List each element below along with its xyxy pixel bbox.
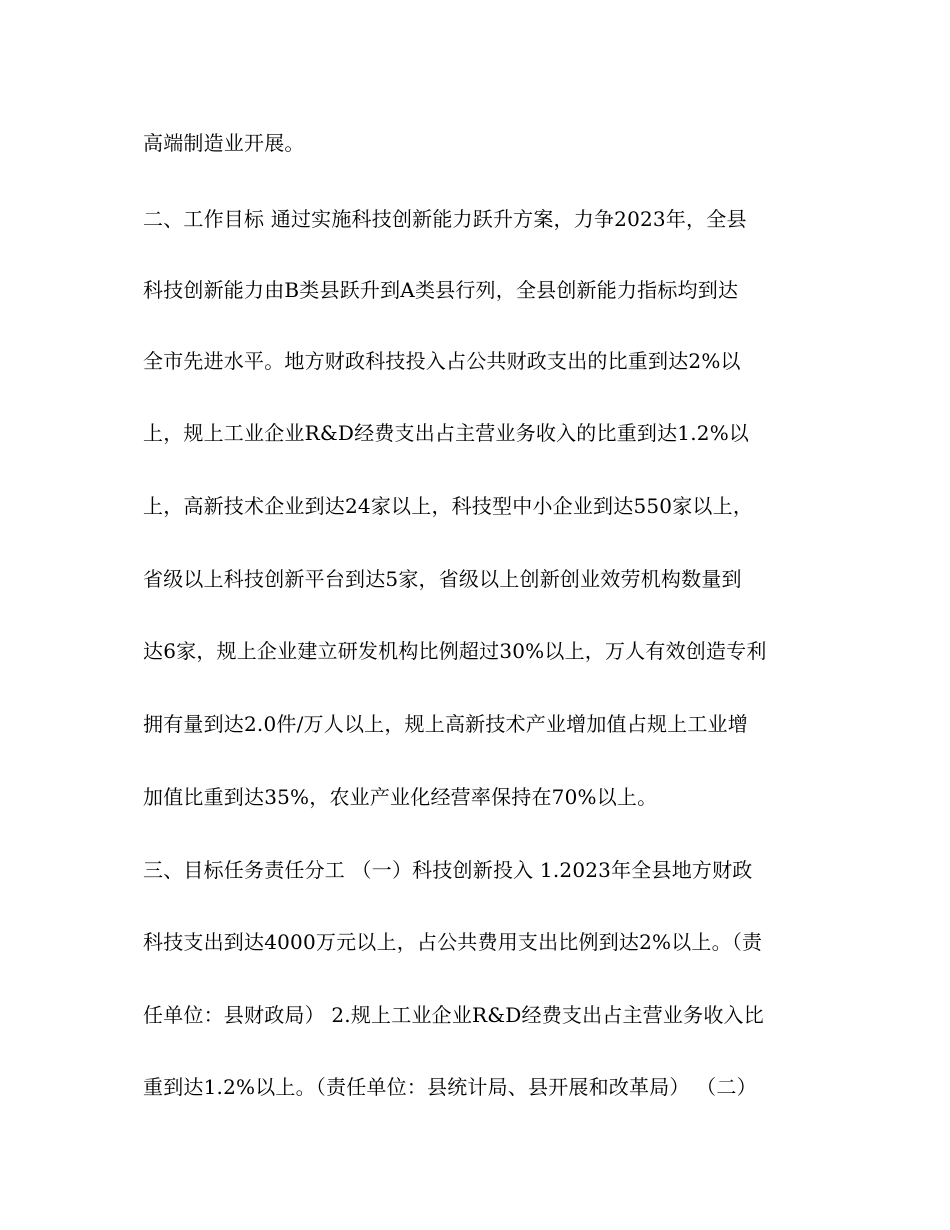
paragraph-line: 拥有量到达2.0件/万人以上，规上高新技术产业增加值占规上工业增 xyxy=(143,712,748,736)
paragraph-line: 二、工作目标 通过实施科技创新能力跃升方案，力争2023年，全县 xyxy=(143,207,747,231)
paragraph-line: 上，高新技术企业到达24家以上，科技型中小企业到达550家以上， xyxy=(143,494,754,518)
paragraph-line: 高端制造业开展。 xyxy=(143,131,305,155)
paragraph-line: 省级以上科技创新平台到达5家，省级以上创新创业效劳机构数量到 xyxy=(143,567,742,591)
paragraph-line: 上，规上工业企业R&D经费支出占主营业务收入的比重到达1.2%以 xyxy=(143,421,750,445)
paragraph-line: 科技创新能力由B类县跃升到A类县行列，全县创新能力指标均到达 xyxy=(143,278,739,302)
paragraph-line: 重到达1.2%以上。（责任单位：县统计局、县开展和改革局） （二） xyxy=(143,1075,757,1099)
paragraph-line: 达6家，规上企业建立研发机构比例超过30%以上，万人有效创造专利 xyxy=(143,639,767,663)
paragraph-line: 全市先进水平。地方财政科技投入占公共财政支出的比重到达2%以 xyxy=(143,349,741,373)
paragraph-line: 加值比重到达35%，农业产业化经营率保持在70%以上。 xyxy=(143,785,658,809)
paragraph-line: 三、目标任务责任分工 （一）科技创新投入 1.2023年全县地方财政 xyxy=(143,858,753,882)
paragraph-line: 科技支出到达4000万元以上，占公共费用支出比例到达2%以上。（责 xyxy=(143,930,763,954)
paragraph-line: 任单位：县财政局） 2.规上工业企业R&D经费支出占主营业务收入比 xyxy=(143,1003,764,1027)
